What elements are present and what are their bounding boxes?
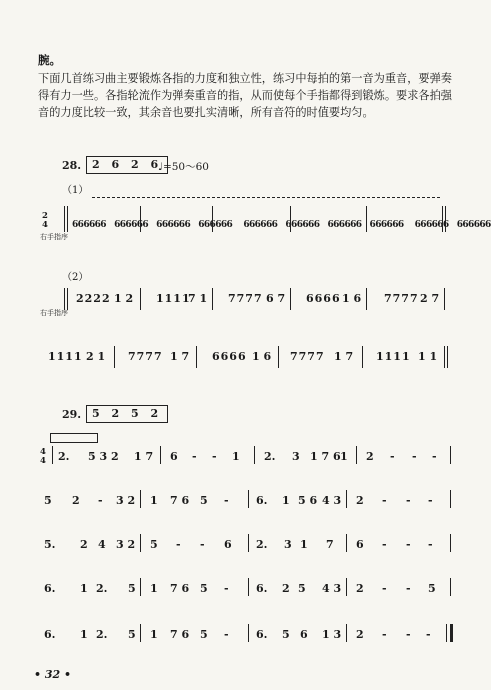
- barline: [160, 446, 161, 464]
- exercise-28-number: 28.: [62, 159, 82, 172]
- note: -: [212, 450, 217, 463]
- note-group: 666666: [327, 220, 362, 230]
- barline: [446, 624, 447, 642]
- ornament-bracket: [50, 433, 98, 443]
- exercise-28-tempo: ♩=50～60: [158, 161, 209, 173]
- note: 6.: [256, 628, 268, 641]
- fingering-label-2: 右手指序: [40, 309, 68, 317]
- barline: [140, 578, 141, 596]
- note: 7 6: [170, 494, 190, 507]
- barline: [346, 490, 347, 508]
- barline: [140, 624, 141, 642]
- note-group: 666666: [72, 220, 106, 230]
- note-group: 1 1: [418, 350, 438, 363]
- note: -: [224, 628, 229, 641]
- note: 5: [128, 628, 136, 641]
- note: 5: [150, 538, 158, 551]
- note: 3: [292, 450, 300, 463]
- note-group: 1 6: [342, 292, 362, 305]
- end-bar: [444, 346, 448, 368]
- barline: [196, 346, 197, 368]
- barline: [290, 206, 291, 232]
- note: 3 2: [116, 538, 136, 551]
- barline: [254, 446, 255, 464]
- page-number: • 32 •: [34, 668, 72, 681]
- note: 5: [200, 628, 208, 641]
- note: 2: [356, 494, 364, 507]
- note: 2: [356, 628, 364, 641]
- note: 2: [366, 450, 374, 463]
- note: 7: [326, 538, 334, 551]
- note: 2.: [96, 582, 108, 595]
- note-group: 1 7: [170, 350, 190, 363]
- barline: [450, 534, 451, 552]
- barline: [212, 206, 213, 232]
- note: 1: [150, 582, 158, 595]
- part-2-label: （2）: [62, 272, 89, 283]
- note: -: [428, 494, 433, 507]
- note: 5: [282, 628, 290, 641]
- note: -: [428, 538, 433, 551]
- note: 3 2: [116, 494, 136, 507]
- note: 1: [150, 628, 158, 641]
- exercise-29-tuning-box: 5 2 5 2: [86, 405, 168, 423]
- note: 4 3: [322, 494, 342, 507]
- note: 1: [340, 450, 348, 463]
- row-1-groups: [72, 212, 491, 231]
- note: 5: [200, 494, 208, 507]
- barline: [212, 288, 213, 310]
- barline: [346, 624, 347, 642]
- note: 1: [80, 582, 88, 595]
- note-group: 1 2: [114, 292, 134, 305]
- note: -: [224, 582, 229, 595]
- exercise-29-number: 29.: [62, 408, 82, 421]
- tremolo-line: [92, 197, 440, 198]
- note: 6.: [44, 628, 56, 641]
- note: 2: [356, 582, 364, 595]
- barline: [346, 578, 347, 596]
- note-group: 666666: [285, 220, 320, 230]
- start-repeat-bar: [64, 288, 68, 310]
- note-group: 2222: [76, 292, 111, 305]
- barline: [346, 534, 347, 552]
- note-group: 666666: [156, 220, 191, 230]
- note-group: 6 7: [266, 292, 286, 305]
- note: 6.: [256, 582, 268, 595]
- barline: [140, 490, 141, 508]
- note-group: 6666: [212, 350, 247, 363]
- note: 2.: [58, 450, 70, 463]
- note: 5: [428, 582, 436, 595]
- note: 4 3: [322, 582, 342, 595]
- barline: [248, 624, 249, 642]
- note: 1 7: [134, 450, 154, 463]
- barline: [248, 490, 249, 508]
- note: -: [382, 628, 387, 641]
- note: 1: [282, 494, 290, 507]
- note-group: 1111: [156, 292, 191, 305]
- note-group: 2 1: [86, 350, 106, 363]
- note: 5: [298, 582, 306, 595]
- note: -: [406, 582, 411, 595]
- barline: [450, 490, 451, 508]
- note-group: 666666: [198, 220, 233, 230]
- note-group: 7777: [384, 292, 419, 305]
- fingering-label-1: 右手指序: [40, 233, 68, 241]
- note: -: [432, 450, 437, 463]
- note-group: 666666: [369, 220, 404, 230]
- note: 4: [98, 538, 106, 551]
- barline: [290, 288, 291, 310]
- note: -: [176, 538, 181, 551]
- barline: [114, 346, 115, 368]
- note: -: [406, 628, 411, 641]
- note: -: [406, 494, 411, 507]
- note: 1: [232, 450, 240, 463]
- note-group: 6666: [306, 292, 341, 305]
- note-group: 1 6: [252, 350, 272, 363]
- note: -: [406, 538, 411, 551]
- note-group: 2 7: [420, 292, 440, 305]
- note-group: 1111: [48, 350, 83, 363]
- leading-character: 腕。: [38, 53, 61, 67]
- note: 5 3 2: [88, 450, 119, 463]
- note: 6: [300, 628, 308, 641]
- note: 2.: [96, 628, 108, 641]
- note: -: [390, 450, 395, 463]
- note-group: 7777: [290, 350, 325, 363]
- note: 6: [356, 538, 364, 551]
- barline: [52, 446, 53, 464]
- barline: [444, 288, 445, 310]
- note: 2: [72, 494, 80, 507]
- time-signature-29: 4 4: [40, 447, 46, 466]
- note: 5.: [44, 538, 56, 551]
- note-group: 1 7: [334, 350, 354, 363]
- start-repeat-bar: [64, 206, 68, 232]
- barline: [366, 206, 367, 232]
- note: 5: [200, 582, 208, 595]
- note: 2: [282, 582, 290, 595]
- end-repeat-bar: [442, 206, 446, 232]
- note: 7 6: [170, 582, 190, 595]
- note-group: 7 1: [188, 292, 208, 305]
- note-group: 666666: [456, 220, 491, 230]
- intro-paragraph: 下面几首练习曲主要锻炼各指的力度和独立性，练习中每拍的第一音为重音，要弹奏得有力一些。各指轮流作为弹奏重音的指，从而使每个手指都得到锻炼。要求各拍强音的力度比较一致，其余音也要扎实清晰，所有音符的时值要均匀。: [38, 72, 452, 119]
- note: -: [426, 628, 431, 641]
- barline: [450, 446, 451, 464]
- note: 2.: [264, 450, 276, 463]
- note: 5: [128, 582, 136, 595]
- note: 5 6: [298, 494, 318, 507]
- time-signature-28: 2 4: [42, 211, 48, 230]
- barline: [278, 346, 279, 368]
- note: 3: [284, 538, 292, 551]
- note: -: [412, 450, 417, 463]
- note: -: [200, 538, 205, 551]
- note: -: [224, 494, 229, 507]
- note-group: 666666: [114, 220, 149, 230]
- note: 1 3: [322, 628, 342, 641]
- note: -: [98, 494, 103, 507]
- note: 1: [80, 628, 88, 641]
- note: 2.: [256, 538, 268, 551]
- exercise-28-tuning-box: 2 6 2 6: [86, 156, 168, 174]
- barline: [140, 534, 141, 552]
- note: 6: [224, 538, 232, 551]
- barline: [356, 446, 357, 464]
- note-group: 666666: [243, 220, 278, 230]
- barline: [248, 578, 249, 596]
- note: 6: [170, 450, 178, 463]
- note-group: 666666: [414, 220, 449, 230]
- final-barline: [450, 624, 453, 642]
- barline: [362, 346, 363, 368]
- note: -: [382, 582, 387, 595]
- part-1-label: （1）: [62, 185, 89, 196]
- note-group: 1111: [376, 350, 411, 363]
- note-group: 7777: [228, 292, 263, 305]
- note: 6.: [256, 494, 268, 507]
- note: 1: [150, 494, 158, 507]
- note: 2: [80, 538, 88, 551]
- note: 1: [300, 538, 308, 551]
- note: 6.: [44, 582, 56, 595]
- barline: [450, 578, 451, 596]
- barline: [140, 288, 141, 310]
- barline: [140, 206, 141, 232]
- note-group: 7777: [128, 350, 163, 363]
- note: 5: [44, 494, 52, 507]
- barline: [366, 288, 367, 310]
- note: 7 6: [170, 628, 190, 641]
- note: -: [382, 494, 387, 507]
- note: -: [192, 450, 197, 463]
- barline: [248, 534, 249, 552]
- note: 1 7 6: [310, 450, 341, 463]
- note: -: [382, 538, 387, 551]
